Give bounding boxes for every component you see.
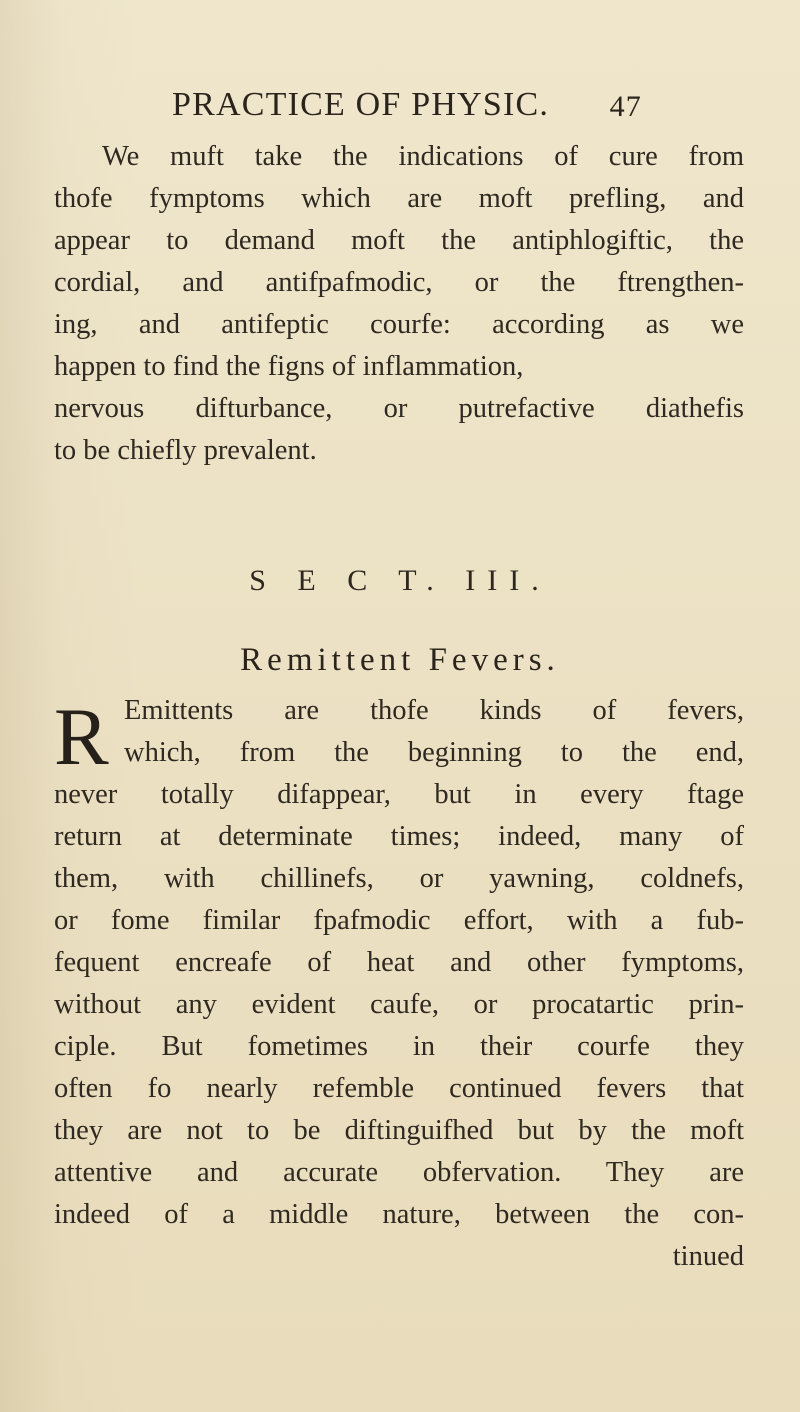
drop-cap: R [54, 691, 109, 782]
running-head [172, 86, 642, 130]
text-line: to be chiefly prevalent. [54, 435, 317, 466]
text-line: never totally difappear, but in every ftage [54, 779, 744, 810]
catchword: tinued [672, 1241, 744, 1272]
text-line: cordial, and antifpafmodic, or the ftrengthen- [54, 267, 744, 298]
text-line: Emittents are thofe kinds of fevers, [124, 695, 744, 726]
text-line: indeed of a middle nature, between the con- [54, 1199, 744, 1230]
text-line: fequent encreafe of heat and other fymptoms, [54, 947, 744, 978]
text-line: they are not to be diftinguifhed but by the moft [54, 1115, 744, 1146]
text-line: happen to find the figns of inflammation, [54, 351, 524, 382]
text-line: which, from the beginning to the end, [124, 737, 744, 768]
text-line: thofe fymptoms which are moft prefling, and [54, 183, 744, 214]
text-line: We muft take the indications of cure from [102, 141, 744, 172]
text-line: them, with chillinefs, or yawning, coldnefs, [54, 863, 744, 894]
text-line: without any evident caufe, or procatartic prin- [54, 989, 744, 1020]
text-line: ciple. But fometimes in their courfe they [54, 1031, 744, 1062]
text-line: attentive and accurate obfervation. They are [54, 1157, 744, 1188]
page-number: 47 [609, 90, 642, 123]
text-line: or fome fimilar fpafmodic effort, with a fub- [54, 905, 744, 936]
text-line: nervous difturbance, or putrefactive diathefis [54, 393, 744, 424]
running-head-title: PRACTICE OF PHYSIC. [172, 86, 550, 123]
text-line: ing, and antifeptic courfe: according as we [54, 309, 744, 340]
section-number: S E C T. III. [249, 564, 551, 597]
text-line: return at determinate times; indeed, many of [54, 821, 744, 852]
section-heading: Remittent Fevers. [240, 642, 560, 678]
text-line: appear to demand moft the antiphlogiftic, the [54, 225, 744, 256]
text-line: often fo nearly refemble continued fevers that [54, 1073, 744, 1104]
